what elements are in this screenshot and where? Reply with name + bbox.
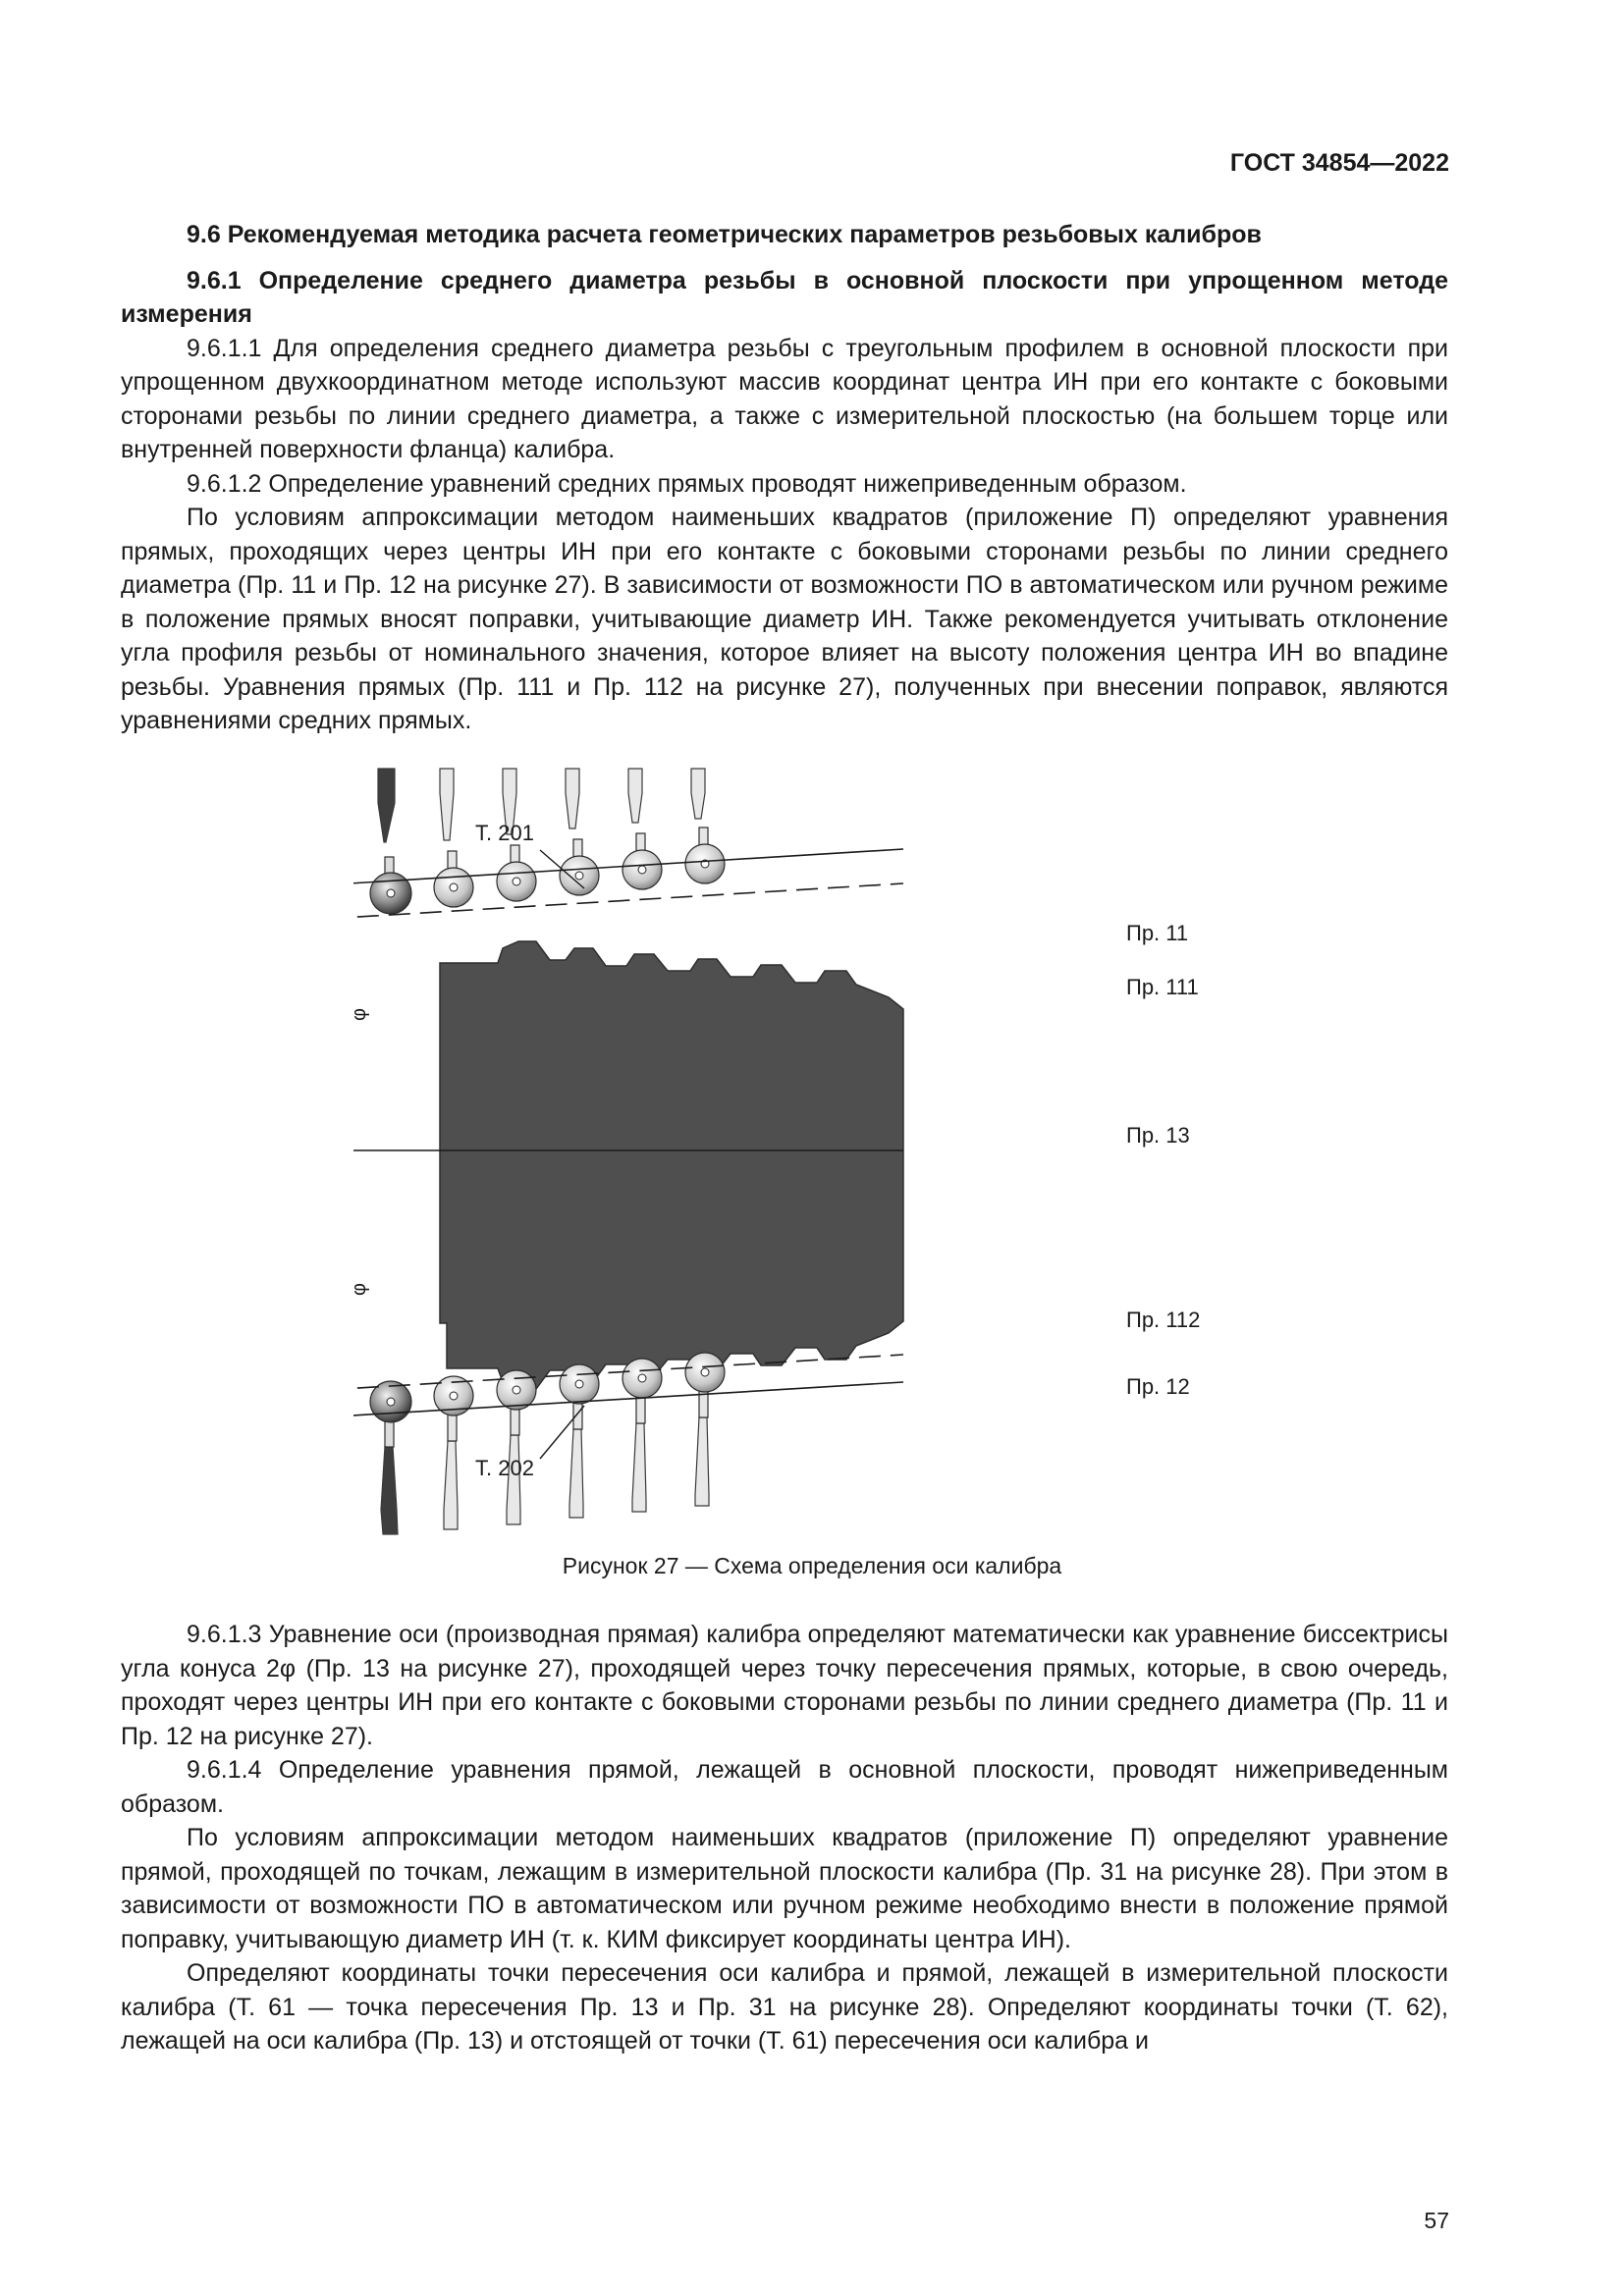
leader-point-202 bbox=[540, 1406, 584, 1459]
label-angle-bottom: φ bbox=[348, 1283, 370, 1296]
paragraph-9-6-1-1: 9.6.1.1 Для определения среднего диаметра резьбы с треугольным профилем в основной плоскости при упрощенном двухкоординатном методе используют массив координат центра ИН при его контакте с боковыми сторонами резьбы по линии среднего диаметра, а также с измерительной плоскостью (на большем торце или внутренней поверхности фланца) калибра. bbox=[121, 334, 1448, 463]
document-code: ГОСТ 34854—2022 bbox=[1229, 149, 1449, 177]
label-pr-112: Пр. 112 bbox=[1126, 1308, 1201, 1332]
label-pr-12: Пр. 12 bbox=[1126, 1374, 1190, 1399]
label-point-201: Т. 201 bbox=[475, 821, 534, 845]
subsection-heading: 9.6.1 Определение среднего диаметра резьбы в основной плоскости при упрощенном методе измерения bbox=[121, 266, 1448, 328]
label-pr-11: Пр. 11 bbox=[1126, 921, 1189, 945]
paragraph-approximation: По условиям аппроксимации методом наименьших квадратов (приложение П) определяют уравнения прямых, проходящих через центры ИН при его контакте с боковыми сторонами резьбы по линии среднего диаметра (Пр. 11 и Пр. 12 на рисунке 27). В зависимости от возможности ПО в автоматическом или ручном режиме в положение прямых вносят поправки, учитывающие диаметр ИН. Также рекомендуется учитывать отклонение угла профиля резьбы от номинального значения, которое влияет на высоту положения центра ИН во впадине резьбы. Уравнения прямых (Пр. 111 и Пр. 112 на рисунке 27), полученных при внесении поправок, являются уравнениями средних прямых. bbox=[121, 504, 1448, 734]
paragraph-9-6-1-2: 9.6.1.2 Определение уравнений средних прямых проводят нижеприведенным образом. bbox=[187, 469, 1187, 498]
label-angle-top: φ bbox=[348, 1008, 370, 1021]
section-heading: 9.6 Рекомендуемая методика расчета геометрических параметров резьбовых калибров bbox=[187, 221, 1262, 248]
paragraph-least-squares: По условиям аппроксимации методом наименьших квадратов (приложение П) определяют уравнение прямой, проходящей по точкам, лежащим в измерительной плоскости калибра (Пр. 31 на рисунке 28). При этом в зависимости от возможности ПО в автоматическом или ручном режиме необходимо внести в положение прямой поправку, учитывающую диаметр ИН (т. к. КИМ фиксирует координаты центра ИН). bbox=[121, 1824, 1448, 1953]
section-continued bbox=[121, 1618, 1448, 2058]
label-point-202: Т. 202 bbox=[475, 1456, 534, 1480]
leader-point-201 bbox=[540, 850, 584, 888]
paragraph-intersection: Определяют координаты точки пересечения оси калибра и прямой, лежащей в измерительной плоскости калибра (Т. 61 — точка пересечения Пр. 13 и Пр. 31 на рисунке 28). Определяют координаты точки (Т. 62), лежащей на оси калибра (Пр. 13) и отстоящей от точки (Т. 61) пересечения оси калибра и bbox=[121, 1959, 1448, 2055]
label-pr-111: Пр. 111 bbox=[1126, 975, 1199, 999]
figure-caption: Рисунок 27 — Схема определения оси калибра bbox=[562, 1553, 1062, 1578]
paragraph-9-6-1-4: 9.6.1.4 Определение уравнения прямой, лежащей в основной плоскости, проводят нижеприведенным образом. bbox=[121, 1756, 1448, 1818]
page-number: 57 bbox=[1424, 2208, 1449, 2233]
paragraph-9-6-1-3: 9.6.1.3 Уравнение оси (производная прямая) калибра определяют математически как уравнение биссектрисы угла конуса 2φ (Пр. 13 на рисунке 27), проходящей через точку пересечения прямых, которые, в свою очередь, проходят через центры ИН при его контакте с боковыми сторонами резьбы по линии среднего диаметра (Пр. 11 и Пр. 12 на рисунке 27). bbox=[121, 1621, 1448, 1750]
label-pr-13: Пр. 13 bbox=[1126, 1123, 1190, 1148]
